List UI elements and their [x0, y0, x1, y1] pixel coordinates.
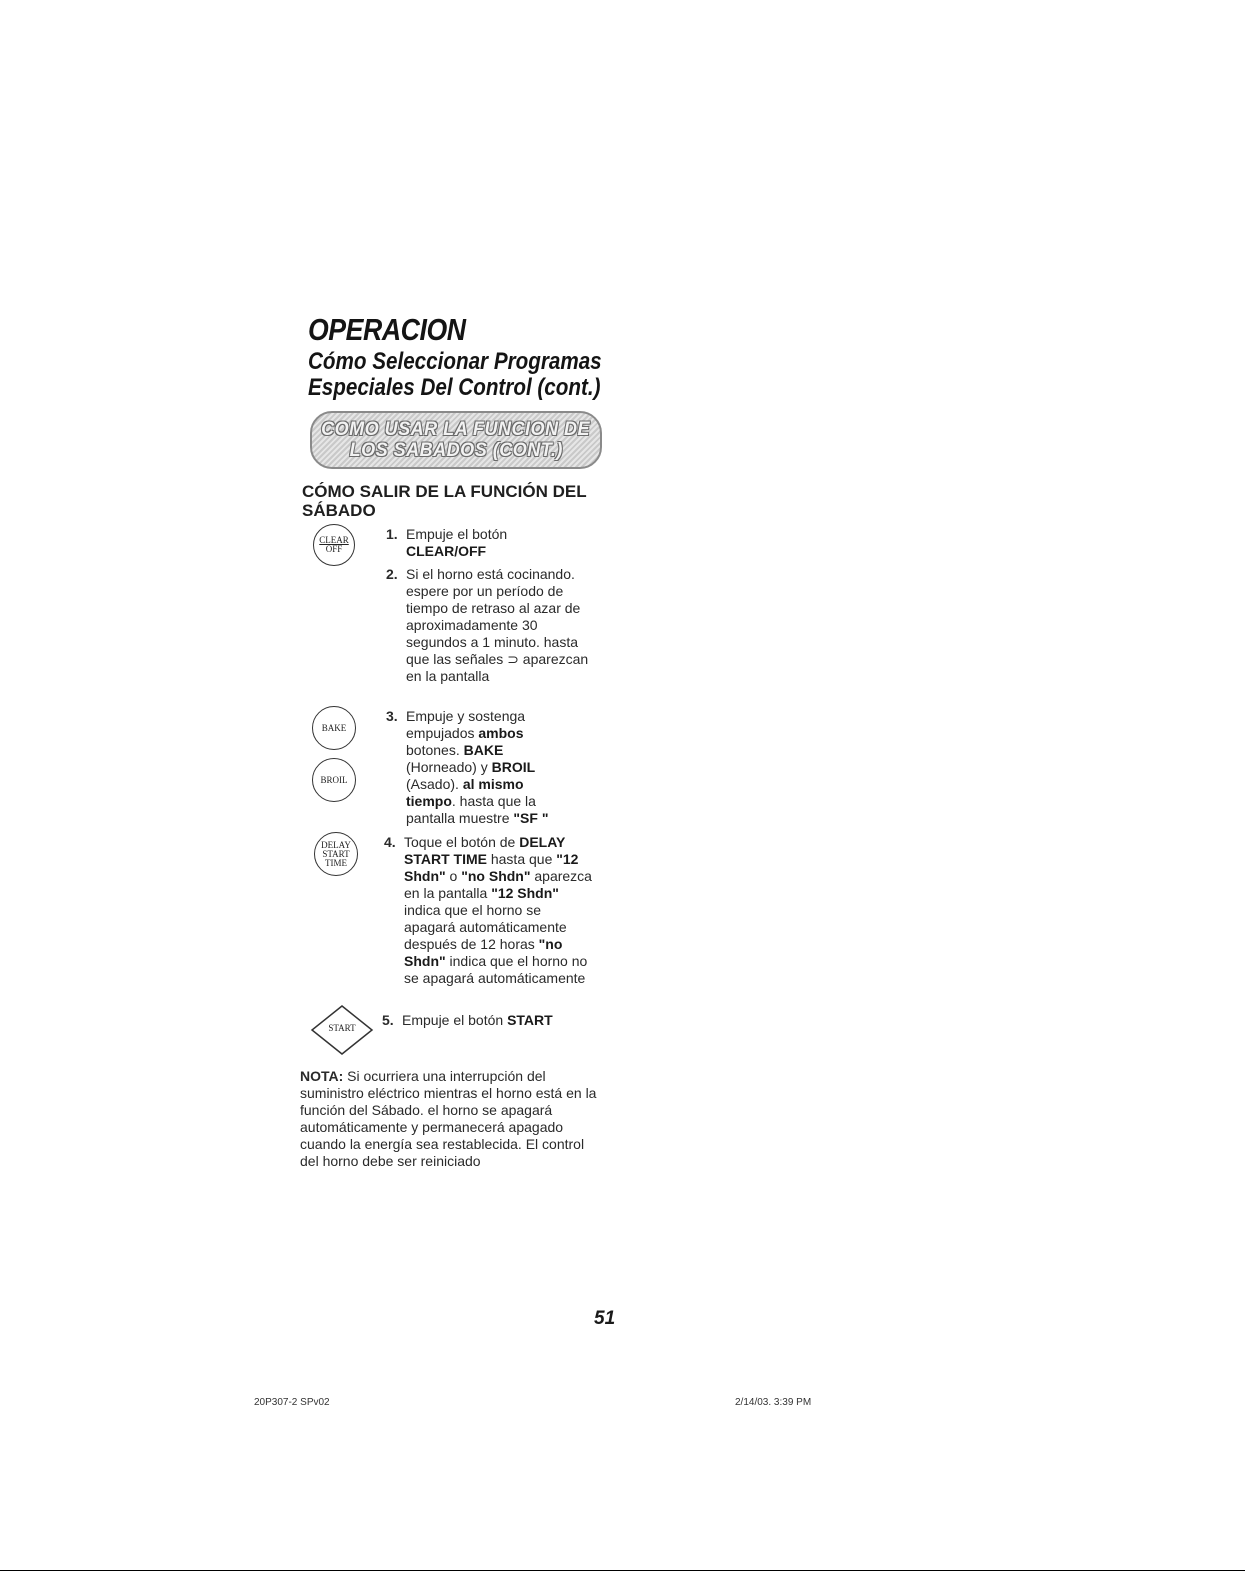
step-text: Toque el botón de — [404, 834, 520, 850]
delay-icon-label-2: START — [322, 848, 350, 859]
step-bold: "no Shdn" — [404, 936, 563, 969]
clear-off-button-icon — [313, 524, 355, 566]
note-text: Si ocurriera una interrupción del suministro eléctrico mientras el horno está en la función del Sábado. el horno se apagará automáticamente y permanecerá apagado cuando la energía sea restablecida. El control del horno debe ser reiniciado — [300, 1068, 597, 1169]
step-bold: ambos — [478, 725, 524, 741]
step-bold: DELAY START TIME — [404, 834, 566, 867]
step-text: Empuje el botón — [402, 1012, 508, 1028]
note-paragraph — [300, 1068, 600, 1170]
bake-button-icon — [312, 706, 356, 750]
banner-line1: COMO USAR LA FUNCION DE — [321, 419, 591, 440]
step-bold: BAKE — [463, 742, 504, 758]
step-text: Empuje y sostenga empujados — [406, 708, 526, 741]
step-text: (Asado). — [406, 776, 463, 792]
bottom-rule — [0, 1570, 1245, 1571]
step-number: 4. — [384, 834, 396, 850]
step-number: 1. — [386, 526, 398, 542]
step-text: hasta que — [486, 851, 557, 867]
step-number: 3. — [386, 708, 398, 724]
footer-timestamp: 2/14/03. 3:39 PM — [735, 1397, 812, 1408]
step-bold: "12 Shdn" — [491, 885, 559, 901]
step-text: (Horneado) y — [406, 759, 492, 775]
footer-doc-code: 20P307-2 SPv02 — [254, 1397, 330, 1408]
step-text: Empuje el botón — [406, 526, 508, 542]
page-subtitle-line1: Cómo Seleccionar Programas — [308, 348, 602, 375]
step-number: 2. — [386, 566, 398, 582]
step-bold: CLEAR/OFF — [406, 543, 487, 559]
step-text: o — [445, 868, 462, 884]
step-text: . hasta que la pantalla muestre — [406, 793, 536, 826]
page-title: OPERACION — [308, 312, 466, 347]
section-banner — [310, 411, 602, 469]
step-bold: BROIL — [491, 759, 536, 775]
banner-line2: LOS SABADOS (CONT.) — [349, 440, 563, 461]
delay-icon-label-3: TIME — [325, 857, 347, 868]
step-text: botones. — [406, 742, 464, 758]
delay-start-time-button-icon — [314, 832, 358, 876]
start-icon-label: START — [328, 1023, 356, 1033]
step-number: 5. — [382, 1012, 394, 1028]
step-bold: "no Shdn" — [461, 868, 531, 884]
step-bold: "12 Shdn" — [404, 851, 579, 884]
bake-icon-label: BAKE — [321, 722, 347, 733]
page-number: 51 — [594, 1308, 616, 1329]
step-text: indica que el horno no se apagará automáticamente — [404, 953, 588, 986]
broil-button-icon — [312, 758, 356, 802]
step-text: Si el horno está cocinando. espere por un período de tiempo de retraso al azar de aproximadamente 30 segundos a 1 minuto. hasta que las señales ⊃ aparezcan en la pantalla — [406, 566, 589, 684]
clear-off-icon-label-bottom: OFF — [325, 544, 343, 554]
section-heading: CÓMO SALIR DE LA FUNCIÓN DEL SÁBADO — [302, 482, 587, 520]
delay-icon-label-1: DELAY — [321, 839, 351, 850]
step-bold: "SF " — [513, 810, 549, 826]
step-bold: START — [507, 1012, 553, 1028]
step-text: aparezca en la pantalla — [404, 868, 592, 901]
step-text: indica que el horno se apagará automáticamente después de 12 horas — [404, 902, 567, 952]
broil-icon-label: BROIL — [320, 774, 348, 785]
page-subtitle-line2: Especiales Del Control (cont.) — [308, 374, 601, 401]
note-label: NOTA: — [300, 1068, 344, 1084]
step-bold: al mismo tiempo — [406, 776, 524, 809]
clear-off-icon-label-top: CLEAR — [319, 535, 349, 545]
